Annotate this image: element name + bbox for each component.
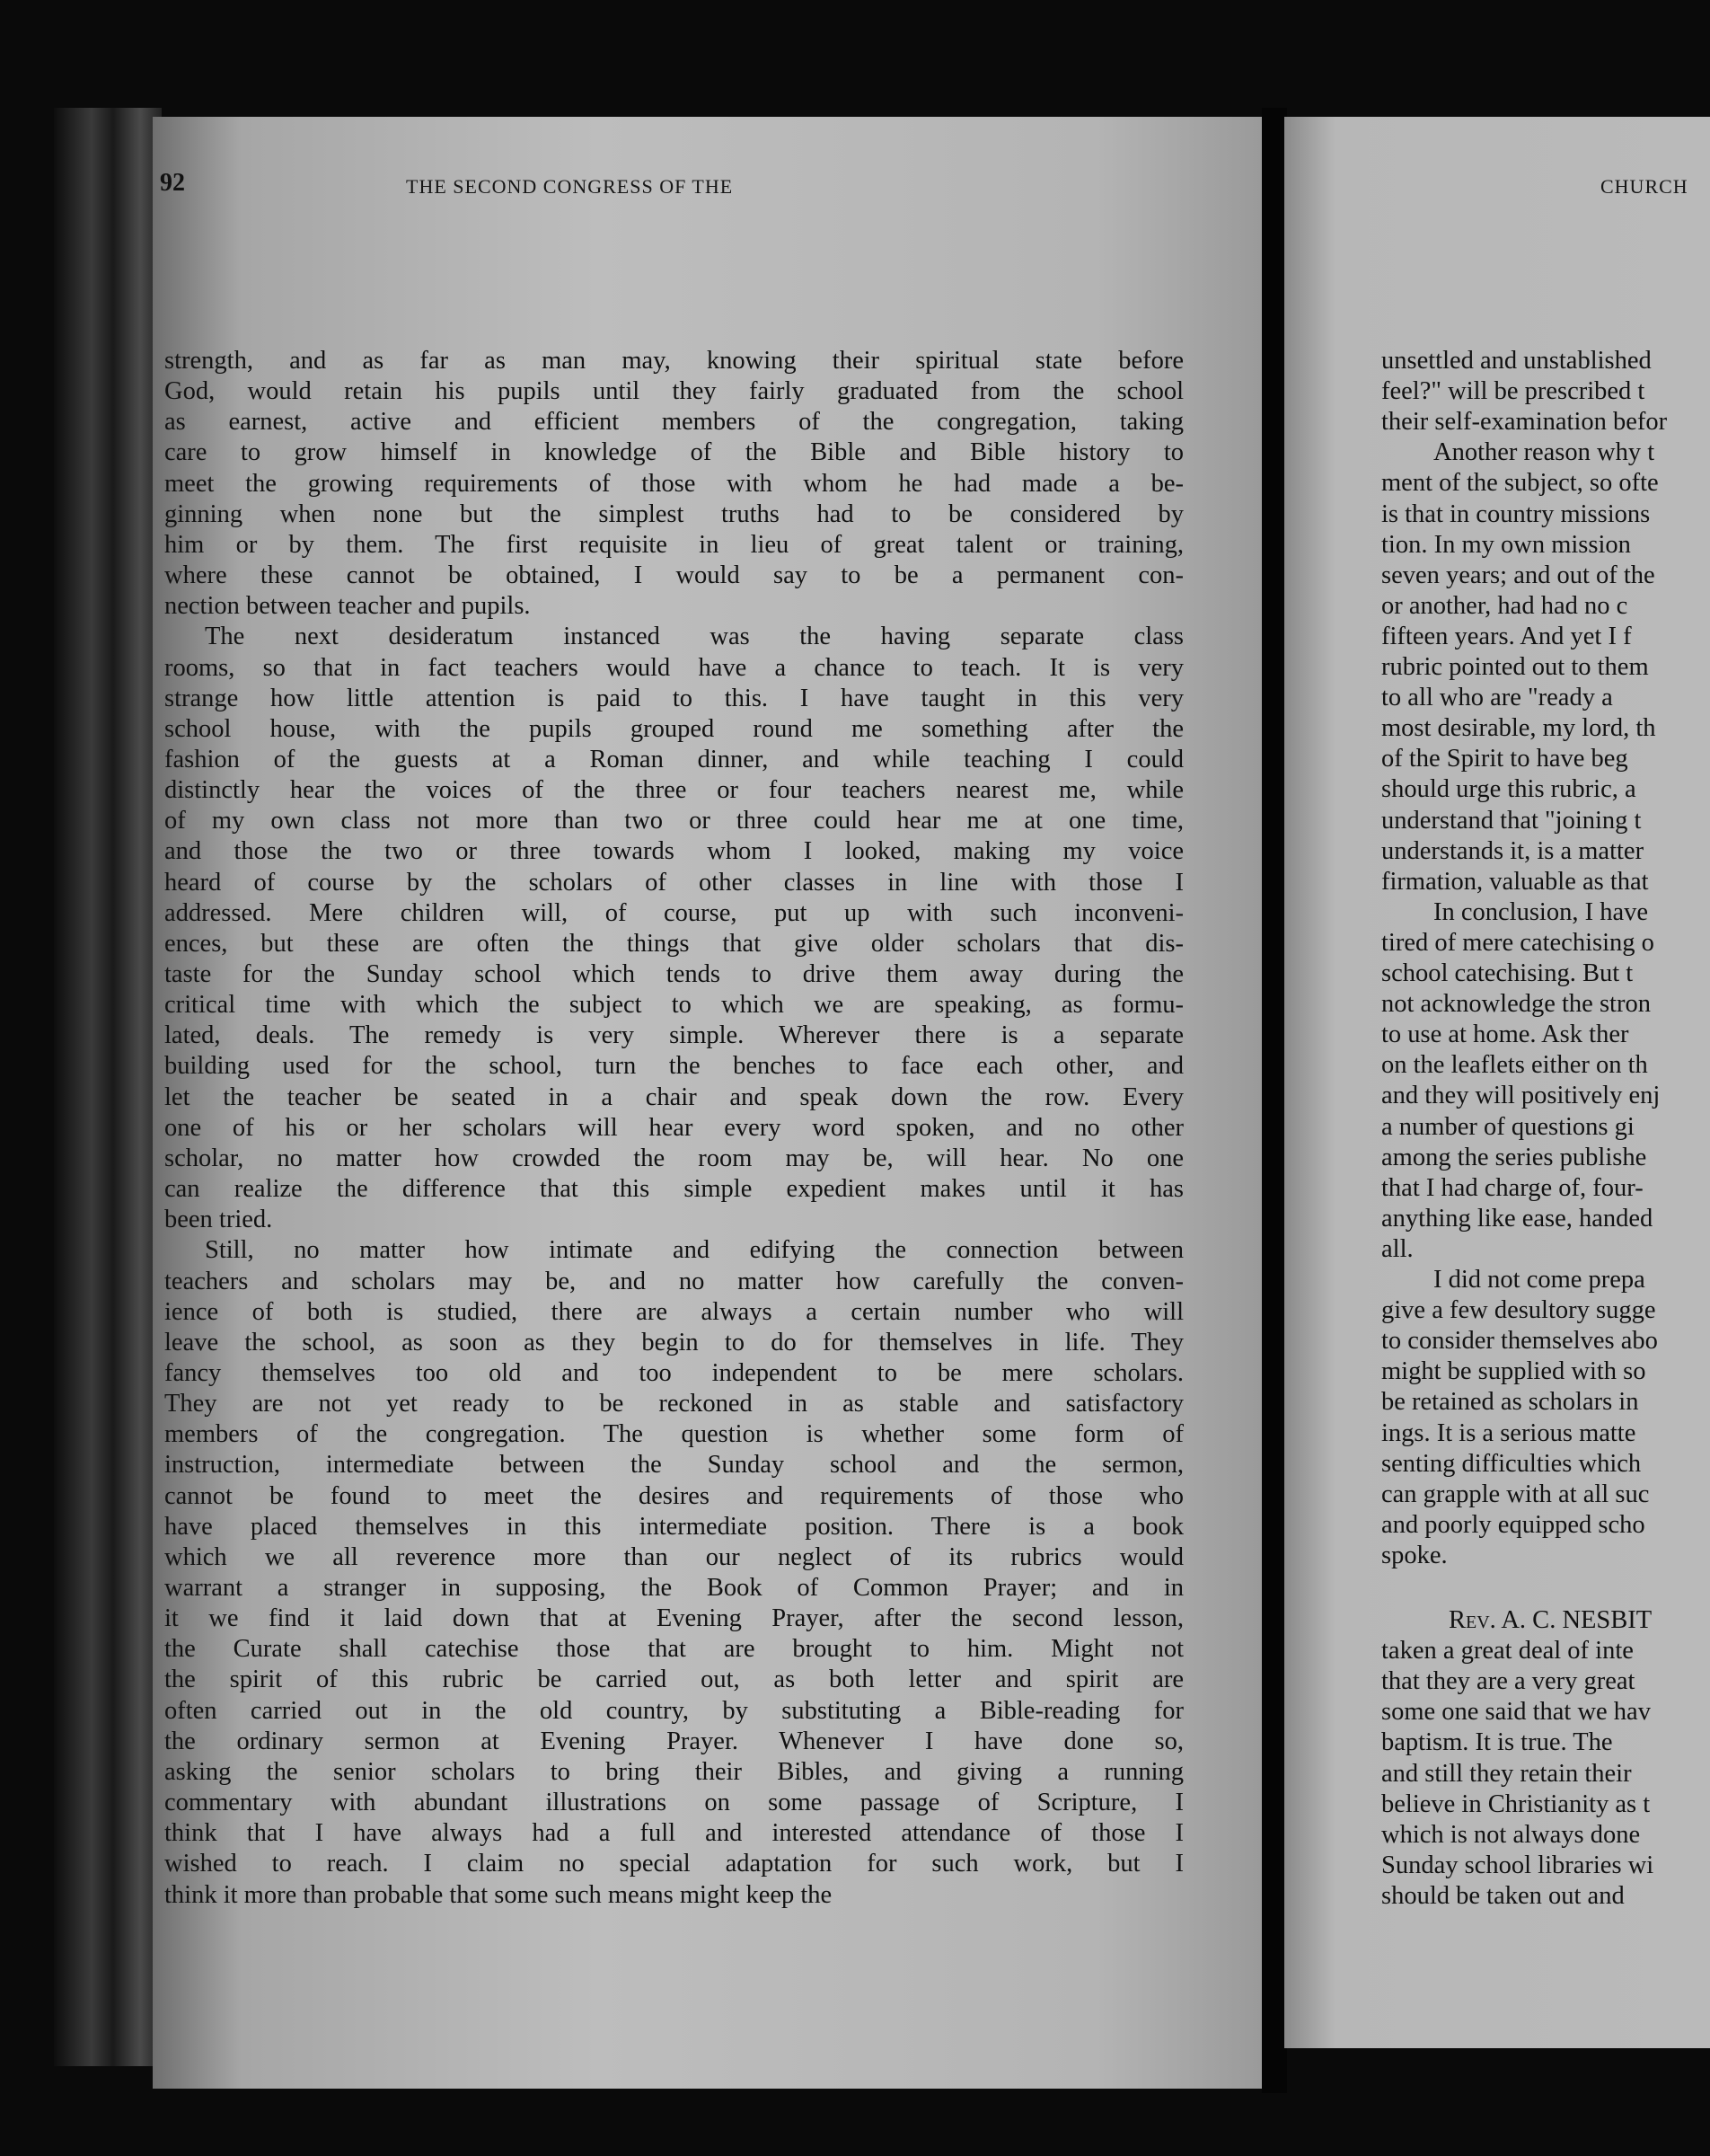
running-head-left: THE SECOND CONGRESS OF THE [406, 175, 734, 198]
running-head-right: CHURCH [1600, 175, 1688, 198]
left-text-line: distinctly hear the voices of the three or four teachers nearest me, while [164, 776, 1184, 805]
left-text-line: which we all reverence more than our neglect of its rubrics would [164, 1542, 1184, 1571]
right-text-line: which is not always done [1381, 1820, 1641, 1849]
left-text-line: the spirit of this rubric be carried out, as both letter and spirit are [164, 1666, 1184, 1694]
right-text-line: on the leaflets either on th [1381, 1051, 1648, 1080]
right-text-line: be retained as scholars in [1381, 1388, 1639, 1417]
right-text-line: some one said that we hav [1381, 1698, 1651, 1727]
right-text-line: give a few desultory sugge [1381, 1296, 1656, 1325]
left-text-line: teachers and scholars may be, and no matter how carefully the conven- [164, 1267, 1184, 1295]
right-text-line: not acknowledge the stron [1381, 990, 1651, 1019]
left-text-line: as earnest, active and efficient members of the congregation, taking [164, 408, 1184, 437]
left-text-line: ences, but these are often the things that give older scholars that dis- [164, 929, 1184, 958]
right-text-line: believe in Christianity as t [1381, 1789, 1651, 1818]
left-text-line: have placed themselves in this intermediate position. There is a book [164, 1512, 1184, 1541]
left-text-line: warrant a stranger in supposing, the Book of Common Prayer; and in [164, 1574, 1184, 1602]
right-text-line: most desirable, my lord, th [1381, 714, 1656, 743]
left-text-line: where these cannot be obtained, I would say to be a permanent con- [164, 561, 1184, 590]
left-text-line: scholar, no matter how crowded the room may be, will hear. No one [164, 1144, 1184, 1172]
right-text-line: taken a great deal of inte [1381, 1637, 1634, 1666]
right-text-line: feel?" will be prescribed t [1381, 377, 1645, 406]
speaker-heading: Rev. A. C. NESBIT [1449, 1606, 1653, 1634]
left-text-line: strange how little attention is paid to this. I have taught in this very [164, 684, 1184, 712]
right-text-line: fifteen years. And yet I f [1381, 622, 1632, 650]
left-text-line: the Curate shall catechise those that are brought to him. Might not [164, 1635, 1184, 1664]
left-text-line: wished to reach. I claim no special adaptation for such work, but I [164, 1850, 1184, 1878]
right-text-line: firmation, valuable as that [1381, 867, 1649, 896]
left-text-line: The next desideratum instanced was the having separate class [205, 623, 1184, 651]
left-text-line: members of the congregation. The question is whether some form of [164, 1420, 1184, 1449]
left-text-line: of my own class not more than two or three could hear me at one time, [164, 807, 1184, 835]
right-text-line: to use at home. Ask ther [1381, 1021, 1629, 1049]
right-text-line: that I had charge of, four- [1381, 1173, 1644, 1202]
right-text-line: senting difficulties which [1381, 1449, 1642, 1478]
left-text-line: let the teacher be seated in a chair and speak down the row. Every [164, 1082, 1184, 1111]
left-text-line: critical time with which the subject to which we are speaking, as formu- [164, 991, 1184, 1020]
right-text-line: seven years; and out of the [1381, 561, 1655, 589]
right-text-line: Another reason why t [1433, 438, 1655, 467]
left-text-line: it we find it laid down that at Evening Prayer, after the second lesson, [164, 1604, 1184, 1633]
left-text-line: meet the growing requirements of those with whom he had made a be- [164, 469, 1184, 498]
left-text-line: nection between teacher and pupils. [164, 592, 531, 621]
left-text-line: instruction, intermediate between the Sunday school and the sermon, [164, 1451, 1184, 1480]
right-text-line: spoke. [1381, 1541, 1448, 1569]
right-text-line: that they are a very great [1381, 1667, 1635, 1696]
left-text-line: one of his or her scholars will hear every word spoken, and no other [164, 1113, 1184, 1142]
left-text-line: strength, and as far as man may, knowing their spiritual state before [164, 347, 1184, 375]
right-text-line: and they will positively enj [1381, 1082, 1661, 1110]
left-text-line: building used for the school, turn the benches to face each other, and [164, 1052, 1184, 1081]
right-text-line: ment of the subject, so ofte [1381, 469, 1659, 498]
left-text-line: think that I have always had a full and interested attendance of those I [164, 1819, 1184, 1848]
right-text-line: all. [1381, 1234, 1414, 1263]
right-text-line: to consider themselves abo [1381, 1327, 1658, 1356]
left-text-line: rooms, so that in fact teachers would have a chance to teach. It is very [164, 653, 1184, 682]
right-text-line: their self-examination befor [1381, 408, 1668, 437]
right-text-line: can grapple with at all suc [1381, 1480, 1650, 1508]
left-text-line: heard of course by the scholars of other classes in line with those I [164, 868, 1184, 897]
right-text-line: to all who are "ready a [1381, 684, 1613, 712]
right-text-line: tion. In my own mission [1381, 530, 1631, 559]
left-text-line: him or by them. The first requisite in lieu of great talent or training, [164, 530, 1184, 559]
left-text-line: commentary with abundant illustrations on some passage of Scripture, I [164, 1789, 1184, 1817]
left-text-line: think it more than probable that some such means might keep the [164, 1880, 833, 1909]
left-text-line: asking the senior scholars to bring their Bibles, and giving a running [164, 1757, 1184, 1786]
right-text-line: understand that "joining t [1381, 806, 1642, 835]
page-number: 92 [160, 169, 185, 197]
left-text-line: and those the two or three towards whom I looked, making my voice [164, 837, 1184, 866]
page-gutter [1262, 108, 1287, 2093]
left-text-line: cannot be found to meet the desires and requirements of those who [164, 1481, 1184, 1510]
right-text-line: of the Spirit to have beg [1381, 745, 1628, 773]
left-text-line: can realize the difference that this simple expedient makes until it has [164, 1175, 1184, 1204]
left-text-line: lated, deals. The remedy is very simple. Wherever there is a separate [164, 1021, 1184, 1050]
right-text-line: should be taken out and [1381, 1881, 1625, 1910]
left-text-line: addressed. Mere children will, of course, put up with such inconveni- [164, 898, 1184, 927]
right-text-line: tired of mere catechising o [1381, 928, 1654, 957]
left-text-line: fancy themselves too old and too independent to be mere scholars. [164, 1358, 1184, 1387]
right-text-line: should urge this rubric, a [1381, 775, 1636, 804]
right-text-line: understands it, is a matter [1381, 836, 1644, 865]
left-text-line: ginning when none but the simplest truths had to be considered by [164, 499, 1184, 528]
left-text-line: been tried. [164, 1206, 273, 1234]
right-text-line: Sunday school libraries wi [1381, 1851, 1654, 1879]
left-text-line: the ordinary sermon at Evening Prayer. Whenever I have done so, [164, 1727, 1184, 1755]
right-text-line: anything like ease, handed [1381, 1204, 1653, 1233]
left-text-line: taste for the Sunday school which tends to drive them away during the [164, 960, 1184, 988]
right-text-line: unsettled and unstablished [1381, 347, 1652, 375]
right-text-line: might be supplied with so [1381, 1357, 1646, 1386]
right-text-line: In conclusion, I have [1433, 897, 1649, 926]
book-spine-edge [54, 108, 162, 2066]
left-text-line: school house, with the pupils grouped round me something after the [164, 714, 1184, 743]
left-text-line: fashion of the guests at a Roman dinner, and while teaching I could [164, 745, 1184, 773]
left-text-line: leave the school, as soon as they begin to do for themselves in life. They [164, 1328, 1184, 1356]
left-text-line: Still, no matter how intimate and edifying the connection between [205, 1236, 1184, 1265]
left-text-line: God, would retain his pupils until they fairly graduated from the school [164, 377, 1184, 406]
right-text-line: or another, had had no c [1381, 591, 1628, 620]
right-text-line: a number of questions gi [1381, 1112, 1635, 1141]
right-text-line: baptism. It is true. The [1381, 1728, 1613, 1757]
left-text-line: They are not yet ready to be reckoned in as stable and satisfactory [164, 1390, 1184, 1418]
left-text-line: ience of both is studied, there are always a certain number who will [164, 1297, 1184, 1326]
right-text-line: and poorly equipped scho [1381, 1510, 1645, 1539]
left-text-line: care to grow himself in knowledge of the Bible and Bible history to [164, 438, 1184, 467]
right-text-line: among the series publishe [1381, 1143, 1647, 1171]
right-text-line: school catechising. But t [1381, 959, 1634, 987]
right-text-line: rubric pointed out to them [1381, 653, 1649, 681]
right-text-line: is that in country missions [1381, 499, 1651, 528]
right-text-line: ings. It is a serious matte [1381, 1418, 1636, 1447]
left-text-line: often carried out in the old country, by substituting a Bible-reading for [164, 1696, 1184, 1725]
right-text-line: I did not come prepa [1433, 1266, 1645, 1294]
right-text-line: and still they retain their [1381, 1759, 1632, 1788]
